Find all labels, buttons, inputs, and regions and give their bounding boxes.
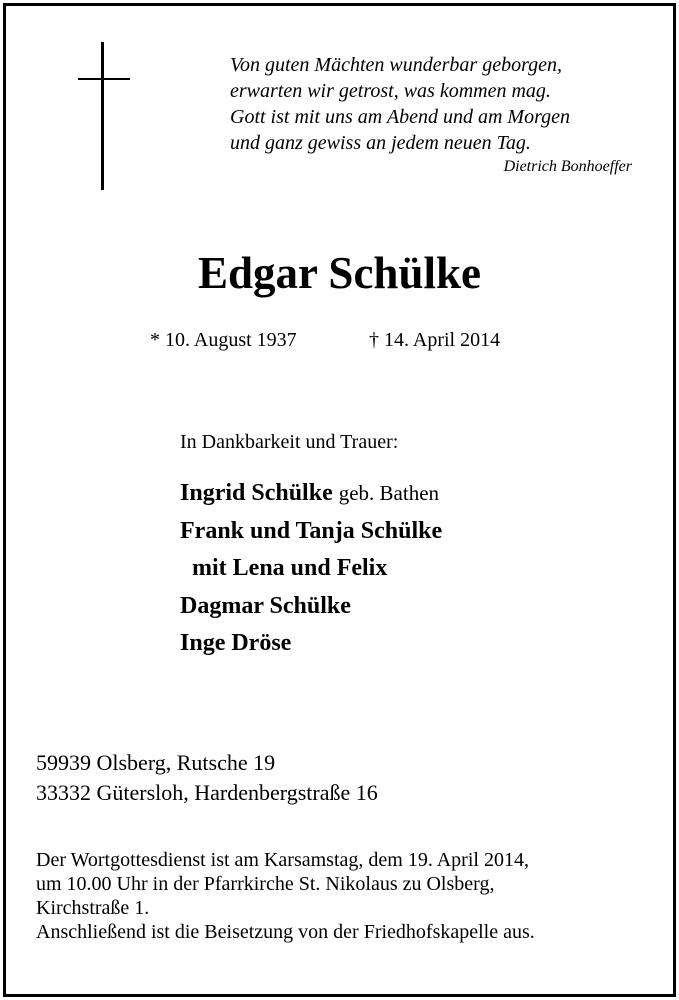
poem-line: und ganz gewiss an jedem neuen Tag.	[230, 132, 531, 154]
addresses	[36, 748, 378, 808]
mourner-line	[180, 475, 442, 513]
address-line: 33332 Gütersloh, Hardenbergstraße 16	[36, 780, 378, 805]
poem-author: Dietrich Bonhoeffer	[503, 158, 632, 175]
service-info-line: Der Wortgottesdienst ist am Karsamstag, dem 19. April 2014,	[36, 849, 529, 871]
mourner-name: Dagmar Schülke	[180, 592, 351, 619]
mourner-name: mit Lena und Felix	[192, 555, 388, 581]
mourner-line	[180, 625, 442, 663]
mourner-line	[180, 550, 442, 588]
service-info-line: Anschließend ist die Beisetzung von der Friedhofskapelle aus.	[36, 921, 535, 943]
mourner-name: Inge Dröse	[180, 630, 292, 656]
death-date: † 14. April 2014	[369, 329, 501, 351]
poem-line: erwarten wir getrost, was kommen mag.	[230, 80, 551, 102]
mourner-name: Ingrid Schülke	[180, 480, 333, 506]
address-line: 59939 Olsberg, Rutsche 19	[36, 750, 276, 775]
service-info-line: um 10.00 Uhr in der Pfarrkirche St. Nikolaus zu Olsberg,	[36, 873, 495, 895]
service-info-line: Kirchstraße 1.	[36, 897, 150, 919]
poem-line: Von guten Mächten wunderbar geborgen,	[230, 54, 562, 76]
deceased-name: Edgar Schülke	[197, 248, 481, 298]
mourner-line	[180, 588, 442, 626]
maiden-name: geb. Bathen	[338, 481, 440, 505]
cross-icon	[78, 42, 130, 190]
bonhoeffer-poem	[230, 52, 650, 156]
poem-line: Gott ist mit uns am Abend und am Morgen	[230, 106, 570, 128]
birth-date: * 10. August 1937	[150, 329, 297, 351]
mourner-line	[180, 513, 442, 551]
mourning-intro: In Dankbarkeit und Trauer:	[180, 431, 399, 453]
mourners-list	[180, 475, 442, 663]
mourner-name: Frank und Tanja Schülke	[180, 517, 443, 544]
service-info	[36, 848, 535, 944]
